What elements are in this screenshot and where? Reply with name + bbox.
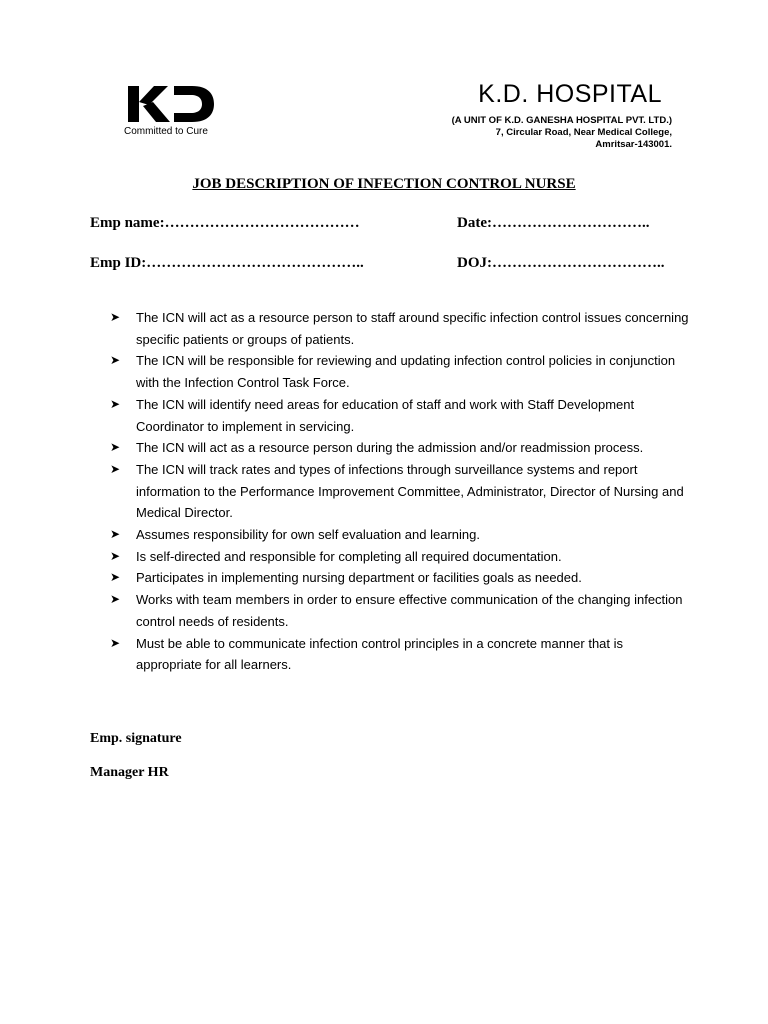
list-item bbox=[110, 307, 690, 350]
duty-text: Participates in implementing nursing department or facilities goals as needed. bbox=[136, 570, 582, 586]
hospital-name: K.D. HOSPITAL bbox=[478, 80, 662, 108]
arrowhead-bullet-icon: ➤ bbox=[110, 310, 121, 324]
duty-text: The ICN will act as a resource person to staff around specific infection control issues concerning specific patients or groups of patients. bbox=[136, 310, 689, 347]
address-line-2: 7, Circular Road, Near Medical College, bbox=[495, 127, 672, 138]
duty-text: Works with team members in order to ensure effective communication of the changing infection control needs of residents. bbox=[136, 592, 683, 629]
duties-list bbox=[110, 307, 690, 676]
duty-text: Must be able to communicate infection control principles in a concrete manner that is appropriate for all learners. bbox=[136, 635, 624, 673]
arrowhead-bullet-icon: ➤ bbox=[110, 548, 121, 563]
list-item bbox=[110, 437, 690, 459]
list-item bbox=[110, 589, 690, 632]
list-item bbox=[110, 459, 690, 524]
duty-text: Is self-directed and responsible for completing all required documentation. bbox=[136, 548, 562, 564]
arrowhead-bullet-icon: ➤ bbox=[110, 353, 121, 368]
list-item bbox=[110, 350, 690, 393]
arrowhead-bullet-icon: ➤ bbox=[110, 592, 121, 607]
address-line-1: (A UNIT OF K.D. GANESHA HOSPITAL PVT. LTD.) bbox=[451, 115, 672, 126]
arrowhead-bullet-icon: ➤ bbox=[110, 635, 121, 650]
doj-field: DOJ:…………………………….. bbox=[457, 255, 665, 271]
duty-text: The ICN will be responsible for reviewing and updating infection control policies in conjunction with the Infection Control Task Force. bbox=[136, 353, 676, 391]
arrowhead-bullet-icon: ➤ bbox=[110, 527, 121, 542]
hospital-header bbox=[452, 80, 672, 151]
logo-tagline: Committed to Cure bbox=[124, 126, 208, 137]
list-item bbox=[110, 394, 690, 437]
arrowhead-bullet-icon: ➤ bbox=[110, 396, 121, 411]
duty-text: The ICN will track rates and types of infections through surveillance systems and report information to the Performance Improvement Committee, Administrator, Director of Nursing and Medical Director. bbox=[136, 461, 684, 521]
emp-id-field: Emp ID:…………………………………….. bbox=[90, 255, 364, 271]
employee-signature-label: Emp. signature bbox=[90, 731, 182, 746]
date-field: Date:………………………….. bbox=[457, 215, 650, 231]
arrowhead-bullet-icon: ➤ bbox=[110, 440, 121, 455]
arrowhead-bullet-icon: ➤ bbox=[110, 461, 121, 476]
list-item bbox=[110, 633, 690, 676]
duty-text: The ICN will act as a resource person during the admission and/or readmission process. bbox=[136, 440, 644, 456]
emp-name-field: Emp name:………………………………… bbox=[90, 215, 360, 231]
address-line-3: Amritsar-143001. bbox=[595, 139, 672, 150]
document-title: JOB DESCRIPTION OF INFECTION CONTROL NURSE bbox=[192, 176, 576, 192]
list-item bbox=[110, 567, 690, 589]
list-item bbox=[110, 524, 690, 546]
duty-text: Assumes responsibility for own self evaluation and learning. bbox=[136, 527, 480, 543]
arrowhead-bullet-icon: ➤ bbox=[110, 570, 121, 585]
list-item bbox=[110, 546, 690, 568]
duty-text: The ICN will identify need areas for education of staff and work with Staff Development Coordinator to implement in servicing. bbox=[136, 396, 635, 434]
manager-hr-label: Manager HR bbox=[90, 765, 169, 780]
